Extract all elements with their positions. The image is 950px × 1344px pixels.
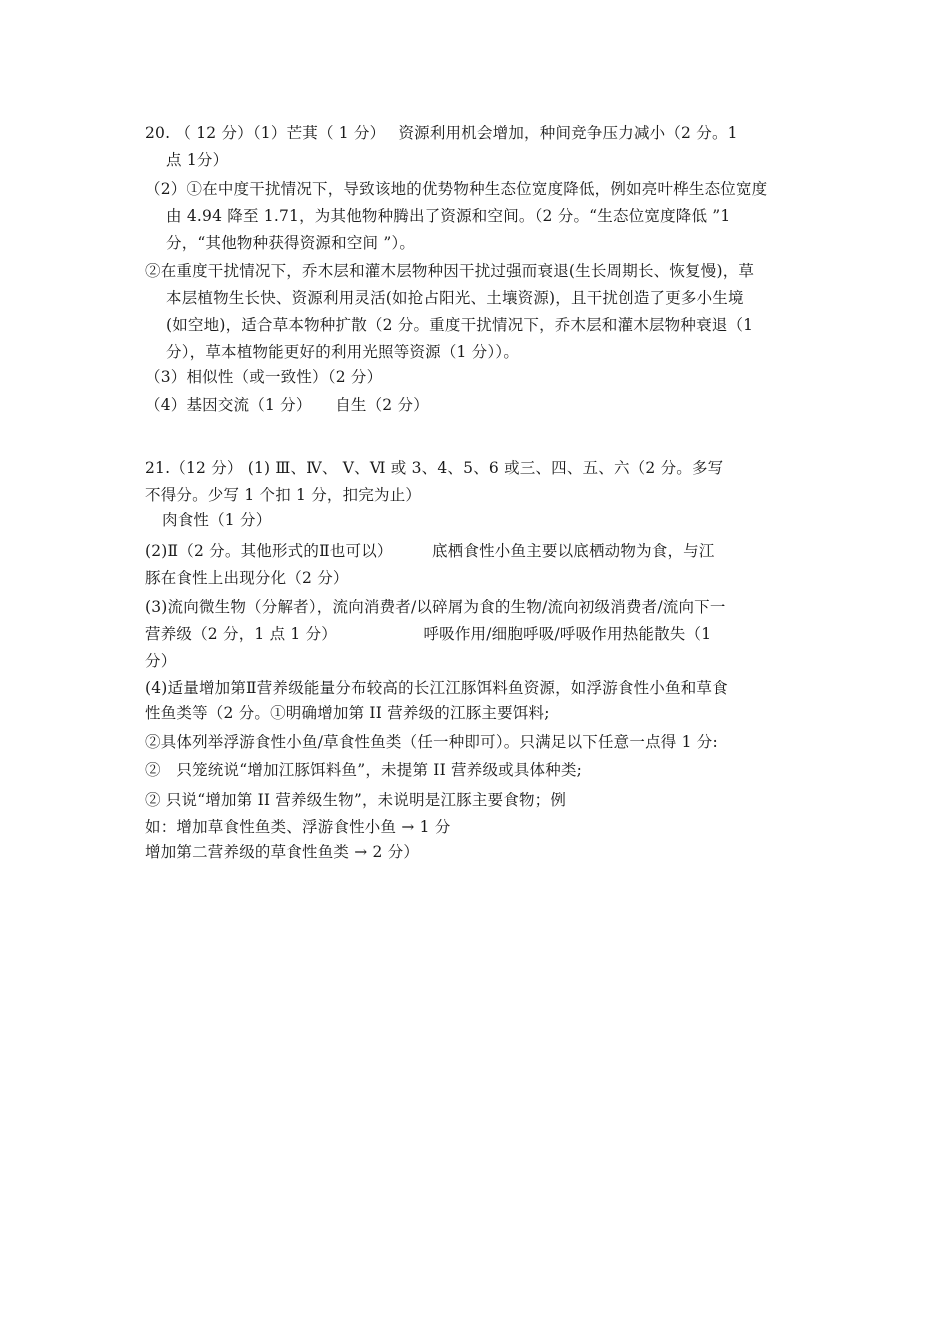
q20-line-10: （3）相似性（或一致性）（2 分） [145,368,383,386]
q20-line-4: 由 4.94 降至 1.71，为其他物种腾出了资源和空间。（2 分。“生态位宽度降低 ”1 [166,207,731,225]
q20-line-2: 点 1分） [166,151,229,169]
q21-line-1: 21.（12 分） (1) Ⅲ、Ⅳ、 Ⅴ、Ⅵ 或 3、4、5、6 或三、四、五、六（2 分。多写 [145,459,724,477]
q21-line-4: (2)Ⅱ（2 分。其他形式的Ⅱ也可以） 底栖食性小鱼主要以底栖动物为食，与江 [145,542,715,560]
q20-line-7: 本层植物生长快、资源利用灵活(如抢占阳光、土壤资源)，且干扰创造了更多小生境 [166,289,744,307]
q20-line-6: ②在重度干扰情况下，乔木层和灌木层物种因干扰过强而衰退(生长周期长、恢复慢)，草 [145,262,755,280]
q20-line-1: 20. （ 12 分）（1）芒萁（ 1 分） 资源利用机会增加，种间竞争压力减小（2 分。1 [145,124,738,142]
q21-line-9: (4)适量增加第Ⅱ营养级能量分布较高的长江江豚饵料鱼资源，如浮游食性小鱼和草食 [145,679,728,697]
q20-line-11: （4）基因交流（1 分） 自生（2 分） [145,396,429,414]
q21-line-12: ② 只笼统说“增加江豚饵料鱼”，未提第 II 营养级或具体种类; [145,761,583,779]
q21-line-11: ②具体列举浮游食性小鱼/草食性鱼类（任一种即可）。只满足以下任意一点得 1 分: [145,733,718,751]
q21-line-13: ② 只说“增加第 II 营养级生物”，未说明是江豚主要食物；例 [145,791,567,809]
q21-line-5: 豚在食性上出现分化（2 分） [145,569,349,587]
q21-line-15: 增加第二营养级的草食性鱼类 → 2 分） [145,843,420,861]
q20-line-3: （2）①在中度干扰情况下，导致该地的优势物种生态位宽度降低，例如亮叶桦生态位宽度 [145,180,768,198]
q20-line-9: 分），草本植物能更好的利用光照等资源（1 分））。 [166,343,520,361]
q21-line-8: 分） [145,652,177,670]
q21-line-10: 性鱼类等（2 分。①明确增加第 II 营养级的江豚主要饵料; [145,704,550,722]
q21-line-2: 不得分。少写 1 个扣 1 分，扣完为止） [145,486,422,504]
q21-line-6: (3)流向微生物（分解者），流向消费者/以碎屑为食的生物/流向初级消费者/流向下一 [145,598,726,616]
q21-line-3: 肉食性（1 分） [162,511,272,529]
q20-line-8: (如空地)，适合草本物种扩散（2 分。重度干扰情况下，乔木层和灌木层物种衰退（1 [166,316,754,334]
q21-line-14: 如：增加草食性鱼类、浮游食性小鱼 → 1 分 [145,818,451,836]
q21-line-7: 营养级（2 分，1 点 1 分） 呼吸作用/细胞呼吸/呼吸作用热能散失（1 [145,625,712,643]
q20-line-5: 分，“其他物种获得资源和空间 ”）。 [166,234,416,252]
